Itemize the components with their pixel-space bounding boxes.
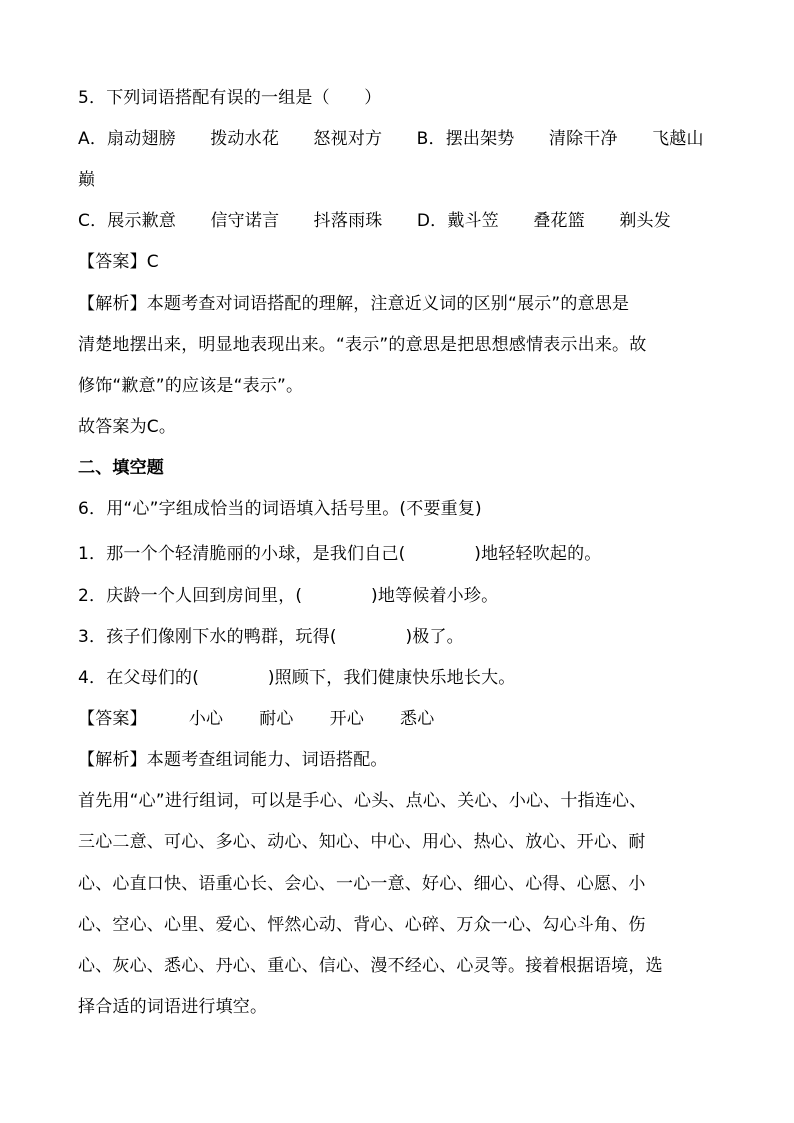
question-6-analysis-line-4: 心、心直口快、语重心长、会心、一心一意、好心、细心、心得、心愿、小 [78,874,646,894]
question-5-options-c-d: C．展示歉意 信守诺言 抖落雨珠 D．戴斗笠 叠花篮 剃头发 [78,211,671,231]
answer-word-2: 耐心 [259,709,294,729]
question-6-sentence-1: 1．那一个个轻清脆丽的小球，是我们自己( )地轻轻吹起的。 [78,544,602,564]
question-5-analysis-line-3: 修饰“歉意”的应该是“表示”。 [78,376,304,396]
section-heading-fill-blank: 二、填空题 [78,458,164,478]
answer-word-1: 小心 [188,709,224,729]
question-6-analysis-line-3: 三心二意、可心、多心、动心、知心、中心、用心、热心、放心、开心、耐 [78,832,646,852]
question-6-sentence-4: 4．在父母们的( )照顾下，我们健康快乐地长大。 [78,668,516,688]
question-6-analysis-line-2: 首先用“心”进行组词，可以是手心、心头、点心、关心、小心、十指连心、 [78,791,647,811]
question-6-analysis-line-1: 【解析】本题考查组词能力、词语搭配。 [78,750,388,770]
question-6-sentence-2: 2．庆龄一个人回到房间里，( )地等候着小珍。 [78,586,499,606]
question-6-sentence-3: 3．孩子们像刚下水的鸭群，玩得( )极了。 [78,627,464,647]
question-5-answer: 【答案】C [78,252,159,272]
question-5-analysis-line-2: 清楚地摆出来，明显地表现出来。“表示”的意思是把思想感情表示出来。故 [78,335,647,355]
question-5-conclusion: 故答案为C。 [78,417,177,437]
question-5-analysis-line-1: 【解析】本题考查对词语搭配的理解，注意近义词的区别“展示”的意思是 [78,294,630,314]
question-5-stem: 5．下列词语搭配有误的一组是（ ） [78,88,382,108]
question-6-analysis-line-7: 择合适的词语进行填空。 [78,997,268,1017]
question-5-options-wrap: 巅 [78,170,96,190]
question-6-analysis-line-6: 心、灰心、悉心、丹心、重心、信心、漫不经心、心灵等。接着根据语境，选 [78,956,663,976]
answer-word-4: 悉心 [400,709,435,729]
answer-label: 【答案】 [78,709,147,729]
question-6-stem: 6．用“心”字组成恰当的词语填入括号里。(不要重复) [78,499,482,519]
question-5-options-a-b: A．扇动翅膀 拨动水花 怒视对方 B．摆出架势 清除干净 飞越山 [78,129,704,149]
question-6-answer-row [78,707,434,731]
question-6-analysis-line-5: 心、空心、心里、爱心、怦然心动、背心、心碎、万众一心、勾心斗角、伤 [78,915,646,935]
answer-word-3: 开心 [329,709,365,729]
